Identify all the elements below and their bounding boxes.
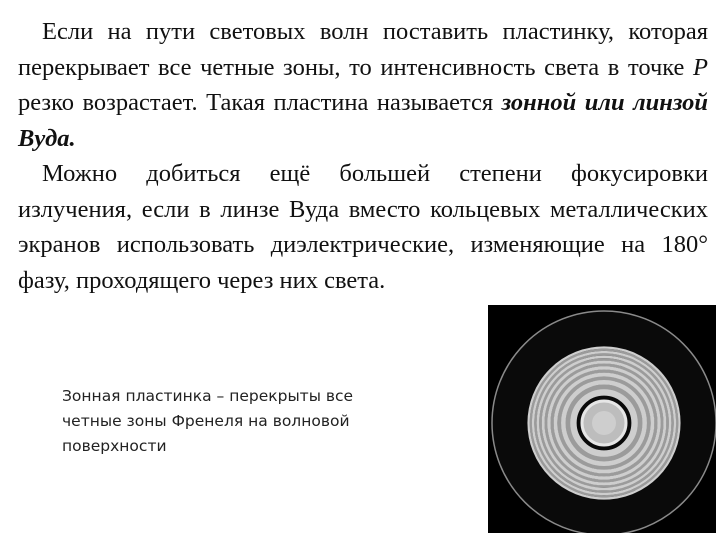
main-text (18, 14, 708, 298)
image-caption: Зонная пластинка – перекрыты все четные зоны Френеля на волновой поверхности (62, 387, 354, 455)
zone-plate-graphic (488, 305, 716, 533)
zone-plate-image (488, 305, 716, 533)
plate-center-highlight (592, 411, 616, 435)
paragraph-1 (18, 14, 708, 156)
point-label: P (693, 53, 708, 81)
paragraph-1-part-2: резко возрастает. Такая пластина называется (18, 89, 502, 116)
term-zone-plate: зонной или линзой Вуда. (18, 89, 708, 152)
paragraph-2: Можно добиться ещё большей степени фокусировки излучения, если в линзе Вуда вместо кольцевых металлических экранов использовать диэлектрические, изменяющие на 180° фазу, проходящего через них света. (18, 160, 708, 294)
paragraph-1-part-1: Если на пути световых волн поставить пластинку, которая перекрывает все четные зоны, то интенсивность света в точке (18, 18, 708, 81)
